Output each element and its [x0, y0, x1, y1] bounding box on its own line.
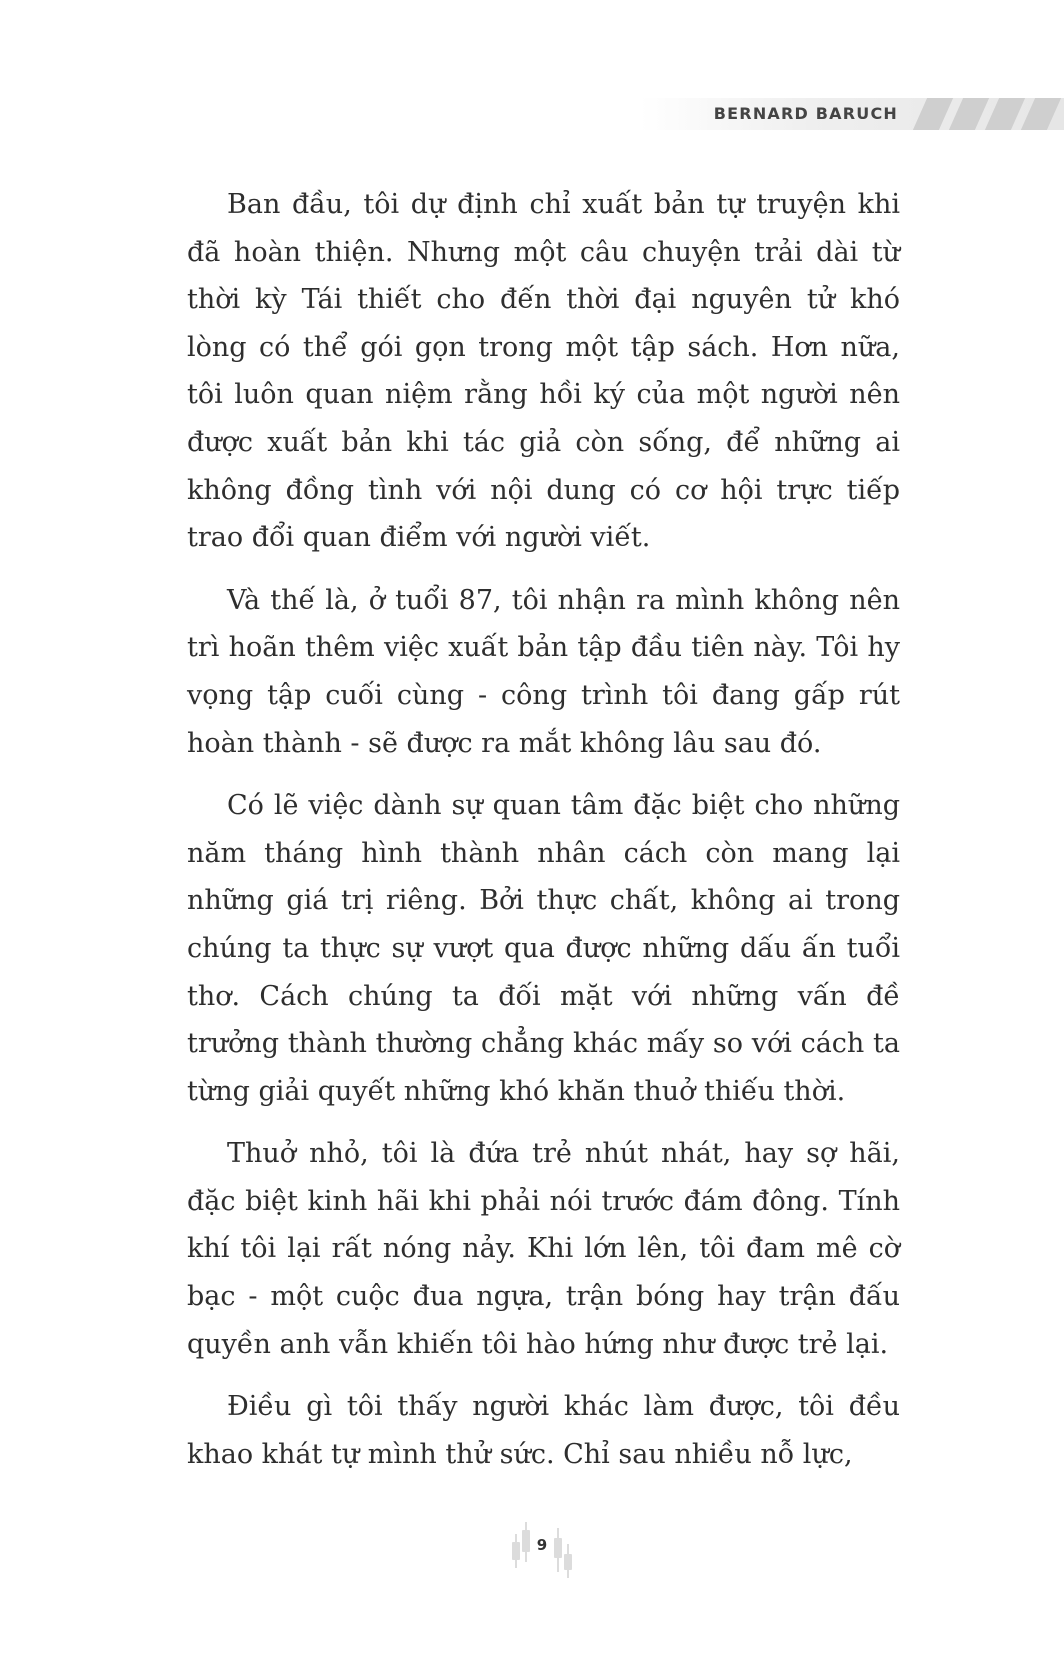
running-header [640, 98, 1064, 130]
header-stripe [949, 98, 989, 130]
page-number: 9 [536, 1536, 548, 1554]
paragraph: Thuở nhỏ, tôi là đứa trẻ nhút nhát, hay sợ hãi, đặc biệt kinh hãi khi phải nói trước đám đông. Tính khí tôi lại rất nóng nảy. Khi lớn lên, tôi đam mê cờ bạc - một cuộc đua ngựa, trận bóng hay trận đấu quyền anh vẫn khiến tôi hào hứng như được trẻ lại. [187, 1138, 900, 1360]
header-stripes [914, 98, 1064, 130]
paragraph: Và thế là, ở tuổi 87, tôi nhận ra mình không nên trì hoãn thêm việc xuất bản tập đầu tiên này. Tôi hy vọng tập cuối cùng - công trình tôi đang gấp rút hoàn thành - sẽ được ra mắt không lâu sau đó. [187, 584, 900, 759]
header-author: BERNARD BARUCH [713, 104, 898, 123]
header-stripe [1021, 98, 1061, 130]
paragraph: Điều gì tôi thấy người khác làm được, tôi đều khao khát tự mình thử sức. Chỉ sau nhiều nỗ lực, [187, 1391, 900, 1470]
body-text [187, 181, 900, 1493]
header-stripe [913, 98, 953, 130]
page-folio [512, 1514, 572, 1584]
candlestick-icon [564, 1554, 572, 1570]
paragraph: Ban đầu, tôi dự định chỉ xuất bản tự truyện khi đã hoàn thiện. Nhưng một câu chuyện trải dài từ thời kỳ Tái thiết cho đến thời đại nguyên tử khó lòng có thể gói gọn trong một tập sách. Hơn nữa, tôi luôn quan niệm rằng hồi ký của một người nên được xuất bản khi tác giả còn sống, để những ai không đồng tình với nội dung có cơ hội trực tiếp trao đổi quan điểm với người viết. [187, 189, 900, 554]
header-stripe [985, 98, 1025, 130]
paragraph: Có lẽ việc dành sự quan tâm đặc biệt cho những năm tháng hình thành nhân cách còn mang lại những giá trị riêng. Bởi thực chất, không ai trong chúng ta thực sự vượt qua được những dấu ấn tuổi thơ. Cách chúng ta đối mặt với những vấn đề trưởng thành thường chẳng khác mấy so với cách ta từng giải quyết những khó khăn thuở thiếu thời. [187, 790, 900, 1107]
